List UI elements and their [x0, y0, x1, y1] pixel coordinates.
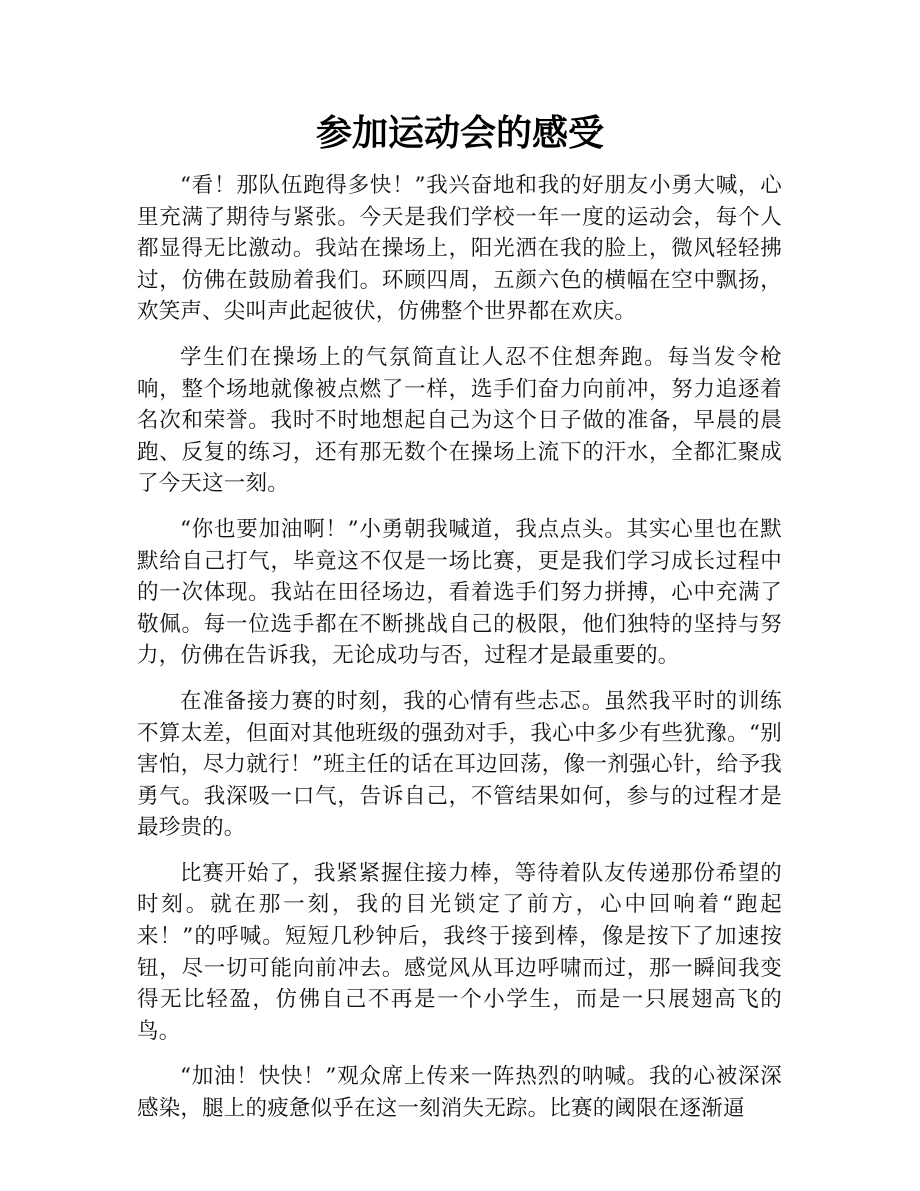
document-title: 参加运动会的感受 — [315, 113, 604, 154]
paragraph: 比赛开始了，我紧紧握住接力棒，等待着队友传递那份希望的时刻。就在那一刻，我的目光锁定了前方，心中回响着“跑起来！”的呼喊。短短几秒钟后，我终于接到棒，像是按下了加速按钮，尽一切可能向前冲去。感觉风从耳边呼啸而过，那一瞬间我变得无比轻盈，仿佛自己不再是一个小学生，而是一只展翅高飞的鸟。 — [137, 860, 782, 1044]
paragraph: “看！那队伍跑得多快！”我兴奋地和我的好朋友小勇大喊，心里充满了期待与紧张。今天是我们学校一年一度的运动会，每个人都显得无比激动。我站在操场上，阳光洒在我的脸上，微风轻轻拂过，仿佛在鼓励着我们。环顾四周，五颜六色的横幅在空中飘扬，欢笑声、尖叫声此起彼伏，仿佛整个世界都在欢庆。 — [137, 173, 782, 325]
paragraph: 在准备接力赛的时刻，我的心情有些忐忑。虽然我平时的训练不算太差，但面对其他班级的强劲对手，我心中多少有些犹豫。“别害怕，尽力就行！”班主任的话在耳边回荡，像一剂强心针，给予我勇气。我深吸一口气，告诉自己，不管结果如何，参与的过程才是最珍贵的。 — [137, 688, 782, 841]
paragraph: “你也要加油啊！”小勇朝我喊道，我点点头。其实心里也在默默给自己打气，毕竟这不仅是一场比赛，更是我们学习成长过程中的一次体现。我站在田径场边，看着选手们努力拼搏，心中充满了敬佩。每一位选手都在不断挑战自己的极限，他们独特的坚持与努力，仿佛在告诉我，无论成功与否，过程才是最重要的。 — [137, 516, 782, 669]
document-body — [137, 170, 782, 1125]
paragraph: “加油！快快！”观众席上传来一阵热烈的呐喊。我的心被深深感染，腿上的疲惫似乎在这一刻消失无踪。比赛的阈限在逐渐逼 — [137, 1064, 782, 1122]
paragraph: 学生们在操场上的气氛简直让人忍不住想奔跑。每当发令枪响，整个场地就像被点燃了一样，选手们奋力向前冲，努力追逐着名次和荣誉。我时不时地想起自己为这个日子做的准备，早晨的晨跑、反复的练习，还有那无数个在操场上流下的汗水，全都汇聚成了今天这一刻。 — [137, 344, 782, 497]
